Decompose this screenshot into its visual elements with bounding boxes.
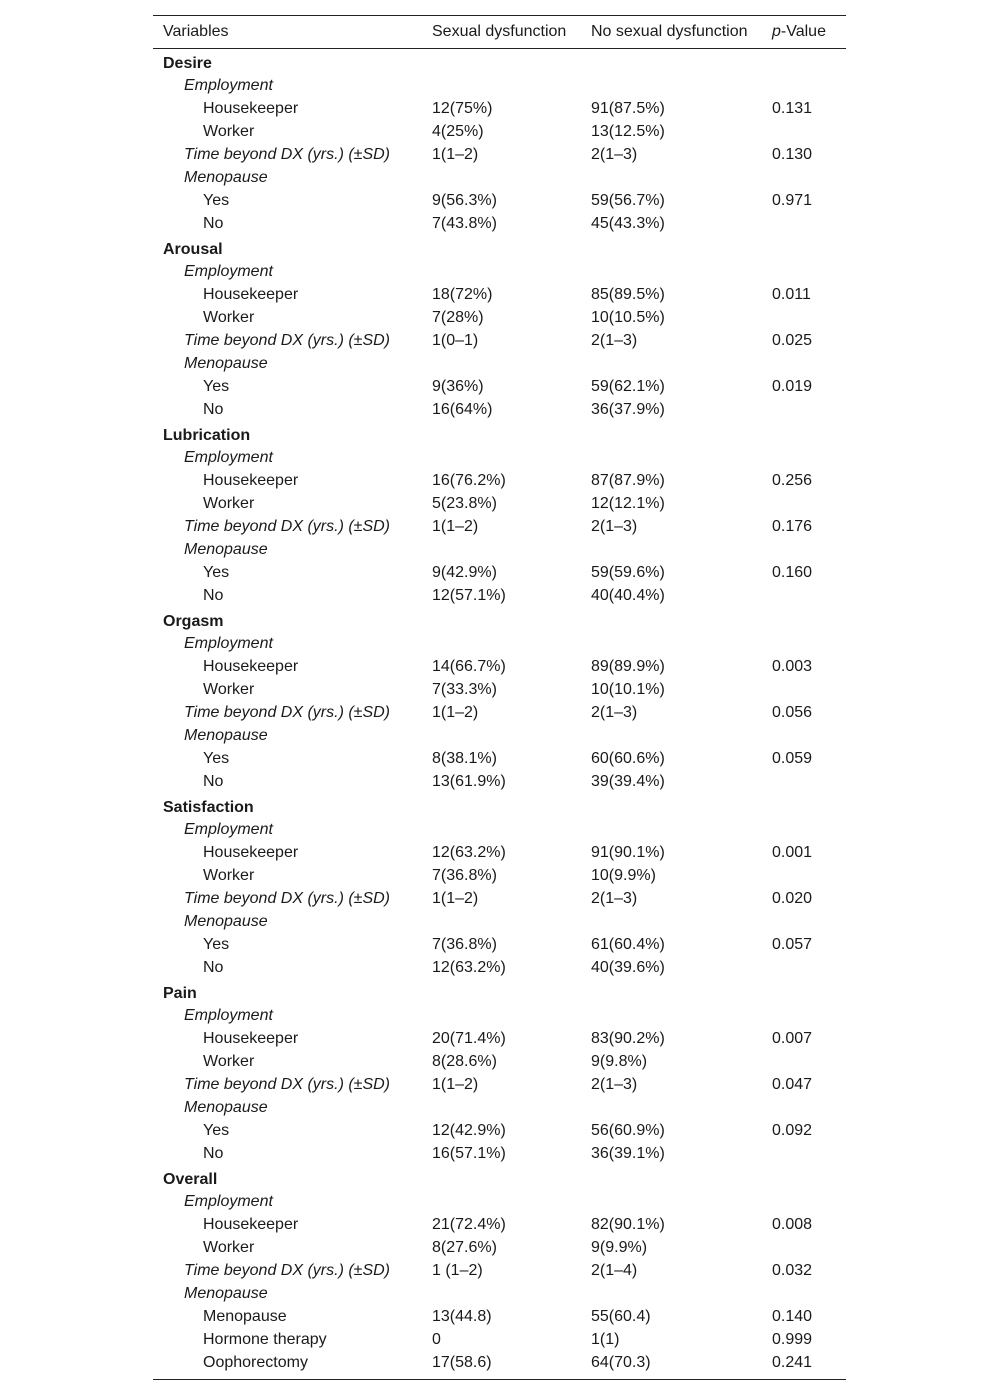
p-value-cell: 0.140 [772, 1308, 813, 1325]
no-sexual-dysfunction-cell: 89(89.9%) [591, 658, 665, 675]
header-variables: Variables [163, 23, 229, 40]
sexual-dysfunction-cell: 20(71.4%) [432, 1030, 506, 1047]
variable-cell: No [203, 1145, 224, 1162]
p-value-cell: 0.241 [772, 1354, 813, 1371]
sexual-dysfunction-cell: 9(42.9%) [432, 564, 497, 581]
subgroup-row [153, 1004, 846, 1027]
section-row [153, 979, 846, 1004]
table-row [153, 841, 846, 864]
table-row [153, 655, 846, 678]
table-row [153, 398, 846, 421]
subgroup-row [153, 143, 846, 166]
no-sexual-dysfunction-cell: 55(60.4) [591, 1308, 651, 1325]
p-value-cell: 0.176 [772, 518, 813, 535]
subgroup-row [153, 887, 846, 910]
subgroup-row [153, 1190, 846, 1213]
sexual-dysfunction-cell: 7(36.8%) [432, 936, 497, 953]
no-sexual-dysfunction-cell: 64(70.3) [591, 1354, 651, 1371]
table-row [153, 375, 846, 398]
subgroup-row [153, 724, 846, 747]
section-row [153, 49, 846, 74]
table-row [153, 97, 846, 120]
variable-cell: Oophorectomy [203, 1354, 308, 1371]
table-row [153, 864, 846, 887]
no-sexual-dysfunction-cell: 9(9.9%) [591, 1239, 648, 1256]
no-sexual-dysfunction-cell: 2(1–3) [591, 1076, 638, 1093]
no-sexual-dysfunction-cell: 13(12.5%) [591, 123, 665, 140]
table-row [153, 1305, 846, 1328]
variable-cell: Housekeeper [203, 1030, 299, 1047]
table-row [153, 212, 846, 235]
p-value-cell: 0.047 [772, 1076, 813, 1093]
variable-cell: Arousal [163, 241, 223, 258]
results-table [153, 15, 846, 1380]
section-row [153, 607, 846, 632]
p-value-cell: 0.131 [772, 100, 813, 117]
table-row [153, 956, 846, 979]
no-sexual-dysfunction-cell: 91(90.1%) [591, 844, 665, 861]
sexual-dysfunction-cell: 9(56.3%) [432, 192, 497, 209]
sexual-dysfunction-cell: 13(44.8) [432, 1308, 492, 1325]
subgroup-row [153, 1259, 846, 1282]
variable-cell: Orgasm [163, 613, 224, 630]
no-sexual-dysfunction-cell: 60(60.6%) [591, 750, 665, 767]
no-sexual-dysfunction-cell: 2(1–3) [591, 146, 638, 163]
variable-cell: Menopause [184, 913, 268, 930]
no-sexual-dysfunction-cell: 10(10.5%) [591, 309, 665, 326]
no-sexual-dysfunction-cell: 2(1–3) [591, 704, 638, 721]
no-sexual-dysfunction-cell: 2(1–3) [591, 518, 638, 535]
sexual-dysfunction-cell: 12(75%) [432, 100, 493, 117]
subgroup-row [153, 818, 846, 841]
section-row [153, 1165, 846, 1190]
table-row [153, 306, 846, 329]
p-value-cell: 0.256 [772, 472, 813, 489]
variable-cell: Worker [203, 309, 255, 326]
variable-cell: Housekeeper [203, 658, 299, 675]
variable-cell: Yes [203, 1122, 230, 1139]
p-value-cell: 0.059 [772, 750, 813, 767]
table-row [153, 678, 846, 701]
table-row [153, 561, 846, 584]
no-sexual-dysfunction-cell: 2(1–4) [591, 1262, 638, 1279]
section-row [153, 793, 846, 818]
section-row [153, 421, 846, 446]
no-sexual-dysfunction-cell: 2(1–3) [591, 890, 638, 907]
variable-cell: Menopause [184, 355, 268, 372]
table-row [153, 1119, 846, 1142]
variable-cell: Menopause [184, 169, 268, 186]
table-body [153, 49, 846, 1374]
variable-cell: Yes [203, 936, 230, 953]
sexual-dysfunction-cell: 8(38.1%) [432, 750, 497, 767]
p-value-cell: 0.008 [772, 1216, 813, 1233]
variable-cell: Worker [203, 123, 255, 140]
table-row [153, 1351, 846, 1374]
variable-cell: Pain [163, 985, 197, 1002]
variable-cell: Housekeeper [203, 472, 299, 489]
p-value-cell: 0.020 [772, 890, 813, 907]
sexual-dysfunction-cell: 13(61.9%) [432, 773, 506, 790]
header-sexual-dysfunction: Sexual dysfunction [432, 23, 567, 40]
table-row [153, 1027, 846, 1050]
no-sexual-dysfunction-cell: 10(9.9%) [591, 867, 656, 884]
sexual-dysfunction-cell: 1(1–2) [432, 518, 479, 535]
variable-cell: No [203, 773, 224, 790]
variable-cell: Housekeeper [203, 286, 299, 303]
variable-cell: No [203, 959, 224, 976]
no-sexual-dysfunction-cell: 45(43.3%) [591, 215, 665, 232]
table-row [153, 933, 846, 956]
table-row [153, 1050, 846, 1073]
sexual-dysfunction-cell: 17(58.6) [432, 1354, 492, 1371]
subgroup-row [153, 166, 846, 189]
no-sexual-dysfunction-cell: 59(56.7%) [591, 192, 665, 209]
p-value-cell: 0.001 [772, 844, 813, 861]
p-value-cell: 0.160 [772, 564, 813, 581]
table-row [153, 1213, 846, 1236]
sexual-dysfunction-cell: 21(72.4%) [432, 1216, 506, 1233]
p-value-cell: 0.056 [772, 704, 813, 721]
subgroup-row [153, 1073, 846, 1096]
variable-cell: Worker [203, 867, 255, 884]
table-row [153, 469, 846, 492]
sexual-dysfunction-cell: 1(0–1) [432, 332, 479, 349]
variable-cell: Employment [184, 635, 273, 652]
no-sexual-dysfunction-cell: 2(1–3) [591, 332, 638, 349]
variable-cell: Time beyond DX (yrs.) (±SD) [184, 1076, 391, 1093]
variable-cell: Worker [203, 495, 255, 512]
variable-cell: Lubrication [163, 427, 251, 444]
sexual-dysfunction-cell: 1 (1–2) [432, 1262, 483, 1279]
section-row [153, 235, 846, 260]
variable-cell: Hormone therapy [203, 1331, 327, 1348]
table-header-row [153, 16, 846, 48]
header-p-value [772, 16, 826, 48]
table-row [153, 120, 846, 143]
p-value-cell: 0.011 [772, 286, 811, 303]
subgroup-row [153, 329, 846, 352]
table-row [153, 492, 846, 515]
header-no-sexual-dysfunction: No sexual dysfunction [591, 23, 748, 40]
variable-cell: Housekeeper [203, 100, 299, 117]
no-sexual-dysfunction-cell: 61(60.4%) [591, 936, 665, 953]
no-sexual-dysfunction-cell: 36(37.9%) [591, 401, 665, 418]
table-row [153, 584, 846, 607]
sexual-dysfunction-cell: 12(63.2%) [432, 844, 506, 861]
variable-cell: No [203, 215, 224, 232]
no-sexual-dysfunction-cell: 59(59.6%) [591, 564, 665, 581]
subgroup-row [153, 74, 846, 97]
variable-cell: Employment [184, 263, 273, 280]
variable-cell: No [203, 587, 224, 604]
subgroup-row [153, 446, 846, 469]
subgroup-row [153, 515, 846, 538]
sexual-dysfunction-cell: 12(42.9%) [432, 1122, 506, 1139]
variable-cell: Employment [184, 449, 273, 466]
no-sexual-dysfunction-cell: 82(90.1%) [591, 1216, 665, 1233]
subgroup-row [153, 1096, 846, 1119]
p-value-cell: 0.971 [772, 192, 813, 209]
variable-cell: Employment [184, 77, 273, 94]
table-bottom-rule [153, 1379, 846, 1380]
p-value-cell: 0.999 [772, 1331, 813, 1348]
table-row [153, 1328, 846, 1351]
sexual-dysfunction-cell: 1(1–2) [432, 704, 479, 721]
variable-cell: Employment [184, 1007, 273, 1024]
table-row [153, 189, 846, 212]
no-sexual-dysfunction-cell: 85(89.5%) [591, 286, 665, 303]
subgroup-row [153, 701, 846, 724]
variable-cell: Yes [203, 750, 230, 767]
variable-cell: Time beyond DX (yrs.) (±SD) [184, 704, 391, 721]
no-sexual-dysfunction-cell: 40(40.4%) [591, 587, 665, 604]
variable-cell: Menopause [184, 1099, 268, 1116]
subgroup-row [153, 352, 846, 375]
subgroup-row [153, 632, 846, 655]
variable-cell: Satisfaction [163, 799, 254, 816]
variable-cell: Overall [163, 1171, 218, 1188]
sexual-dysfunction-cell: 8(27.6%) [432, 1239, 497, 1256]
subgroup-row [153, 260, 846, 283]
no-sexual-dysfunction-cell: 87(87.9%) [591, 472, 665, 489]
table-row [153, 770, 846, 793]
variable-cell: Time beyond DX (yrs.) (±SD) [184, 518, 391, 535]
sexual-dysfunction-cell: 7(36.8%) [432, 867, 497, 884]
no-sexual-dysfunction-cell: 56(60.9%) [591, 1122, 665, 1139]
variable-cell: Employment [184, 821, 273, 838]
variable-cell: Time beyond DX (yrs.) (±SD) [184, 146, 391, 163]
variable-cell: No [203, 401, 224, 418]
no-sexual-dysfunction-cell: 12(12.1%) [591, 495, 665, 512]
p-value-cell: 0.007 [772, 1030, 813, 1047]
p-value-cell: 0.003 [772, 658, 813, 675]
p-value-cell: 0.032 [772, 1262, 813, 1279]
variable-cell: Worker [203, 1053, 255, 1070]
no-sexual-dysfunction-cell: 36(39.1%) [591, 1145, 665, 1162]
sexual-dysfunction-cell: 4(25%) [432, 123, 484, 140]
sexual-dysfunction-cell: 7(43.8%) [432, 215, 497, 232]
subgroup-row [153, 1282, 846, 1305]
variable-cell: Housekeeper [203, 1216, 299, 1233]
sexual-dysfunction-cell: 12(63.2%) [432, 959, 506, 976]
no-sexual-dysfunction-cell: 39(39.4%) [591, 773, 665, 790]
variable-cell: Time beyond DX (yrs.) (±SD) [184, 890, 391, 907]
variable-cell: Time beyond DX (yrs.) (±SD) [184, 1262, 391, 1279]
no-sexual-dysfunction-cell: 40(39.6%) [591, 959, 665, 976]
sexual-dysfunction-cell: 12(57.1%) [432, 587, 506, 604]
variable-cell: Menopause [184, 541, 268, 558]
subgroup-row [153, 538, 846, 561]
variable-cell: Worker [203, 681, 255, 698]
variable-cell: Menopause [184, 1285, 268, 1302]
sexual-dysfunction-cell: 1(1–2) [432, 890, 479, 907]
header-p-italic: p [772, 23, 781, 40]
no-sexual-dysfunction-cell: 59(62.1%) [591, 378, 665, 395]
table-row [153, 1142, 846, 1165]
sexual-dysfunction-cell: 16(57.1%) [432, 1145, 506, 1162]
variable-cell: Employment [184, 1193, 273, 1210]
sexual-dysfunction-cell: 9(36%) [432, 378, 484, 395]
no-sexual-dysfunction-cell: 9(9.8%) [591, 1053, 648, 1070]
sexual-dysfunction-cell: 5(23.8%) [432, 495, 497, 512]
sexual-dysfunction-cell: 1(1–2) [432, 146, 479, 163]
p-value-cell: 0.092 [772, 1122, 813, 1139]
table-row [153, 1236, 846, 1259]
variable-cell: Worker [203, 1239, 255, 1256]
sexual-dysfunction-cell: 1(1–2) [432, 1076, 479, 1093]
p-value-cell: 0.057 [772, 936, 813, 953]
p-value-cell: 0.025 [772, 332, 813, 349]
sexual-dysfunction-cell: 7(33.3%) [432, 681, 497, 698]
no-sexual-dysfunction-cell: 1(1) [591, 1331, 620, 1348]
sexual-dysfunction-cell: 16(64%) [432, 401, 493, 418]
sexual-dysfunction-cell: 16(76.2%) [432, 472, 506, 489]
no-sexual-dysfunction-cell: 91(87.5%) [591, 100, 665, 117]
variable-cell: Menopause [203, 1308, 287, 1325]
sexual-dysfunction-cell: 8(28.6%) [432, 1053, 497, 1070]
sexual-dysfunction-cell: 0 [432, 1331, 441, 1348]
variable-cell: Yes [203, 378, 230, 395]
subgroup-row [153, 910, 846, 933]
variable-cell: Time beyond DX (yrs.) (±SD) [184, 332, 391, 349]
variable-cell: Desire [163, 55, 212, 72]
no-sexual-dysfunction-cell: 10(10.1%) [591, 681, 665, 698]
p-value-cell: 0.019 [772, 378, 813, 395]
p-value-cell: 0.130 [772, 146, 813, 163]
table-row [153, 747, 846, 770]
variable-cell: Yes [203, 564, 230, 581]
variable-cell: Yes [203, 192, 230, 209]
variable-cell: Menopause [184, 727, 268, 744]
header-p-suffix: -Value [780, 23, 826, 40]
variable-cell: Housekeeper [203, 844, 299, 861]
sexual-dysfunction-cell: 14(66.7%) [432, 658, 506, 675]
sexual-dysfunction-cell: 18(72%) [432, 286, 493, 303]
table-row [153, 283, 846, 306]
sexual-dysfunction-cell: 7(28%) [432, 309, 484, 326]
no-sexual-dysfunction-cell: 83(90.2%) [591, 1030, 665, 1047]
